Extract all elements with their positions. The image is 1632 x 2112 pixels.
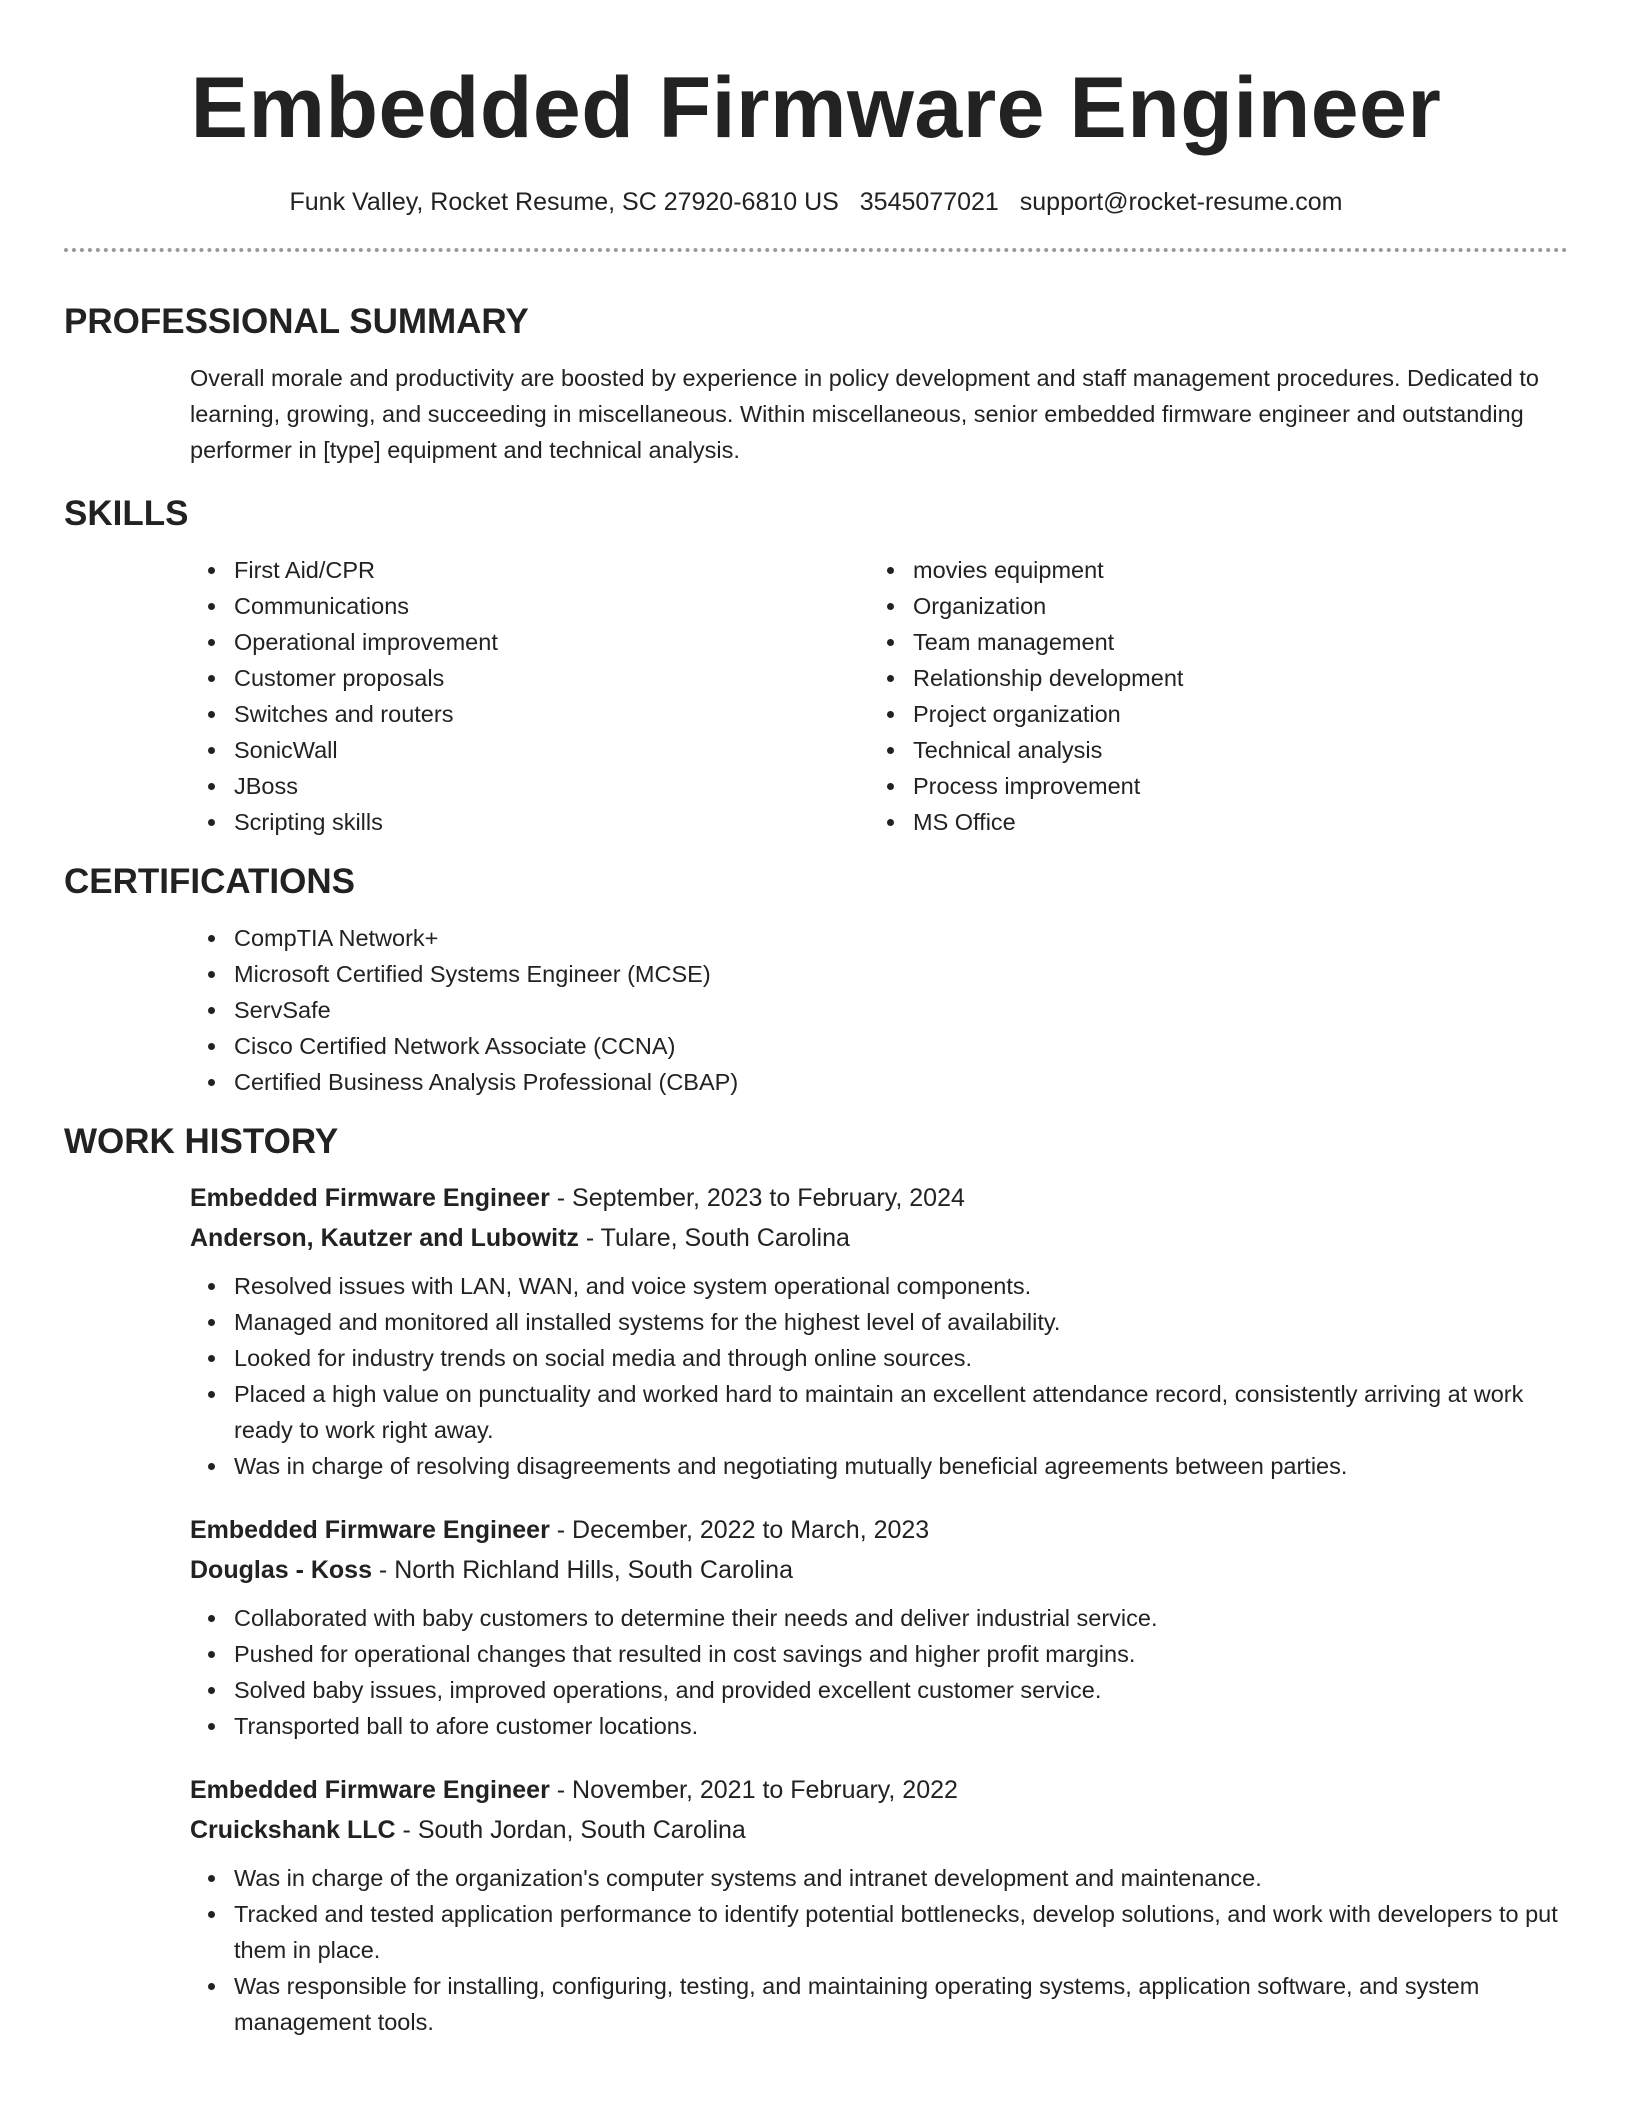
certification-item: Certified Business Analysis Professional (CBAP) [234,1064,1568,1100]
certification-item: CompTIA Network+ [234,920,1568,956]
job-bullet: Pushed for operational changes that resulted in cost savings and higher profit margins. [234,1636,1568,1672]
job-role: Embedded Firmware Engineer [190,1776,550,1804]
job-bullet: Tracked and tested application performance to identify potential bottlenecks, develop solutions, and work with developers to put them in place. [234,1896,1568,1968]
professional-summary-section [64,300,1568,468]
header-divider [64,248,1568,252]
skill-item: movies equipment [913,552,1548,588]
job-location: - Tulare, South Carolina [578,1224,850,1252]
job-bullet: Looked for industry trends on social media and through online sources. [234,1340,1568,1376]
work-history-title: WORK HISTORY [64,1122,339,1161]
skill-item: Relationship development [913,660,1548,696]
professional-summary-text: Overall morale and productivity are boosted by experience in policy development and staff management procedures. Dedicated to learning, growing, and succeeding in miscellaneous. Within miscellaneous, senior embedded firmware engineer and outstanding performer in [type] equipment and technical analysis. [190,365,1539,463]
certification-item: ServSafe [234,992,1568,1028]
skill-item: Technical analysis [913,732,1548,768]
certifications-section [64,860,1568,1100]
contact-line [64,186,1568,218]
professional-summary-title: PROFESSIONAL SUMMARY [64,302,529,341]
resume-name-heading: Embedded Firmware Engineer [190,60,1442,156]
job-title-line [190,1514,1568,1546]
job-bullet: Collaborated with baby customers to determine their needs and deliver industrial service. [234,1600,1568,1636]
job-location: - North Richland Hills, South Carolina [371,1556,793,1584]
job-bullet: Solved baby issues, improved operations, and provided excellent customer service. [234,1672,1568,1708]
job-company: Douglas - Koss [190,1556,372,1584]
skill-item: Organization [913,588,1548,624]
job-company-line [190,1222,1568,1254]
job-location: - South Jordan, South Carolina [395,1816,746,1844]
certification-item: Microsoft Certified Systems Engineer (MCSE) [234,956,1568,992]
contact-email: support@rocket-resume.com [1019,188,1343,216]
job-company-line [190,1554,1568,1586]
job-dates: - December, 2022 to March, 2023 [549,1516,930,1544]
job-bullet: Resolved issues with LAN, WAN, and voice system operational components. [234,1268,1568,1304]
job-entry [190,1514,1568,1744]
skill-item: Project organization [913,696,1548,732]
job-title-line [190,1182,1568,1214]
job-company: Cruickshank LLC [190,1816,396,1844]
skills-title: SKILLS [64,494,189,533]
job-company-line [190,1814,1568,1846]
contact-phone: 3545077021 [859,188,999,216]
job-entry [190,1182,1568,1484]
skills-column-right [869,552,1548,840]
job-bullet: Placed a high value on punctuality and worked hard to maintain an excellent attendance record, consistently arriving at work ready to work right away. [234,1376,1568,1448]
job-entry [190,1774,1568,2040]
job-bullet: Was in charge of the organization's computer systems and intranet development and maintenance. [234,1860,1568,1896]
job-bullet: Was in charge of resolving disagreements and negotiating mutually beneficial agreements between parties. [234,1448,1568,1484]
skill-item: Process improvement [913,768,1548,804]
skill-item: Customer proposals [234,660,869,696]
skill-item: First Aid/CPR [234,552,869,588]
skills-column-left [190,552,869,840]
job-bullet: Transported ball to afore customer locations. [234,1708,1568,1744]
skill-item: MS Office [913,804,1548,840]
job-role: Embedded Firmware Engineer [190,1516,550,1544]
skill-item: Team management [913,624,1548,660]
job-company: Anderson, Kautzer and Lubowitz [190,1224,579,1252]
job-bullet: Was responsible for installing, configuring, testing, and maintaining operating systems, application software, and system management tools. [234,1968,1568,2040]
work-history-section [64,1120,1568,2040]
skills-section [64,492,1568,840]
job-dates: - November, 2021 to February, 2022 [549,1776,958,1804]
skill-item: Operational improvement [234,624,869,660]
job-bullet: Managed and monitored all installed systems for the highest level of availability. [234,1304,1568,1340]
skill-item: Communications [234,588,869,624]
certification-item: Cisco Certified Network Associate (CCNA) [234,1028,1568,1064]
certifications-title: CERTIFICATIONS [64,862,356,901]
skill-item: Switches and routers [234,696,869,732]
skill-item: JBoss [234,768,869,804]
skill-item: Scripting skills [234,804,869,840]
job-title-line [190,1774,1568,1806]
skill-item: SonicWall [234,732,869,768]
contact-address: Funk Valley, Rocket Resume, SC 27920-6810 US [289,188,839,216]
job-dates: - September, 2023 to February, 2024 [549,1184,965,1212]
job-role: Embedded Firmware Engineer [190,1184,550,1212]
